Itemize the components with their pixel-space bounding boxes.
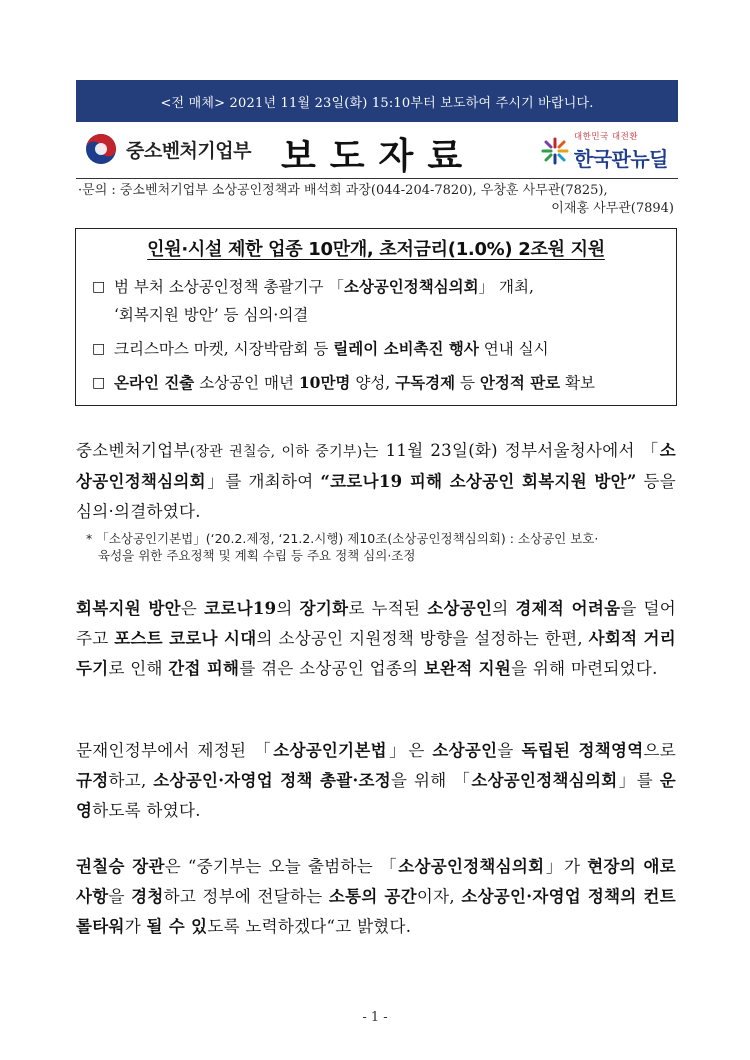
contact-line-1: ·문의 : 중소벤처기업부 소상공인정책과 배석희 과장(044-204-7820), 우창훈 사무관(7825), xyxy=(78,183,608,198)
summary-text: 크리스마스 마켓, 시장박람회 등 xyxy=(114,340,334,358)
text: 을 xyxy=(108,887,132,906)
text-bold: 소상공인·자영업 정책 총괄·조정 xyxy=(153,771,392,790)
text: 문재인정부에서 제정된 「 xyxy=(76,741,274,760)
text: 」은 xyxy=(386,741,433,760)
text-bold: 소상공인 xyxy=(432,741,498,760)
text: 의 xyxy=(492,599,516,618)
text-bold: 현장의 애로사항 xyxy=(76,857,676,906)
text: 중소벤처기업부 xyxy=(76,441,190,460)
checkbox-square-icon: □ xyxy=(92,279,106,295)
text: 로 누적된 xyxy=(348,599,428,618)
contact-line-2: 이재홍 사무관(7894) xyxy=(551,201,674,216)
press-header xyxy=(76,124,678,179)
text: 을 xyxy=(497,741,522,760)
footnote-line-1: * 「소상공인기본법」(‘20.2.제정, ‘21.2.시행) 제10조(소상공인정책심의회) : 소상공인 보호· xyxy=(86,531,599,546)
contact-info xyxy=(78,182,674,218)
text-bold: 경제적 어려움 xyxy=(515,599,621,618)
summary-bold: 온라인 진출 xyxy=(114,373,195,392)
paragraph-2 xyxy=(76,594,676,684)
footnote-line-2: 육성을 위한 주요정책 및 계획 수립 등 주요 정책 심의·조정 xyxy=(98,548,416,563)
text-bold: 소상공인정책심의회 xyxy=(471,771,618,790)
text: 은 “중기부는 오늘 출범하는 「 xyxy=(164,857,399,876)
summary-text: 범 부처 소상공인정책 총괄기구 「 xyxy=(114,278,344,296)
text-bold: 소상공인기본법 xyxy=(273,741,387,760)
summary-bold: 10만명 xyxy=(298,373,351,392)
page-number: - 1 - xyxy=(362,1010,388,1025)
text: 하고, xyxy=(108,771,154,790)
footnote xyxy=(86,530,676,564)
summary-bold: 릴레이 소비촉진 행사 xyxy=(333,339,479,358)
text-bold: 될 수 있 xyxy=(146,917,208,936)
taegeuk-icon xyxy=(84,132,118,166)
summary-bold: 구독경제 xyxy=(395,373,456,392)
summary-item xyxy=(92,369,667,397)
text: 등을 심의·의결하였다. xyxy=(76,472,677,521)
summary-text: 소상공인 매년 xyxy=(194,374,299,392)
text-bold: 사회적 거리두기 xyxy=(76,629,676,678)
summary-box xyxy=(75,228,677,406)
text: 은 xyxy=(180,599,205,618)
text-bold: 소상공인·자영업 정책의 컨트롤타워 xyxy=(76,887,676,936)
text: 를 겪은 소상공인 업종의 xyxy=(239,659,424,678)
text: 로 인해 xyxy=(108,659,169,678)
text-bold: 소상공인정책심의회 xyxy=(398,857,545,876)
text-bold: 소상공인정책심의회 xyxy=(76,441,677,491)
headline: 인원·시설 제한 업종 10만개, 초저금리(1.0%) 2조원 지원 xyxy=(147,239,605,260)
text: 」가 xyxy=(544,857,588,876)
text: 을 위해 마련되었다. xyxy=(511,659,658,678)
text-bold: 소상공인 xyxy=(427,599,493,618)
text-bold: 운영 xyxy=(76,771,676,820)
new-deal-slogan: 대한민국 대전환 xyxy=(573,132,639,142)
text-bold: 권칠승 장관 xyxy=(76,857,165,876)
text-bold: 경청 xyxy=(131,887,164,906)
text: 」를 개최하여 xyxy=(205,472,321,491)
text-bold: “코로나19 피해 소상공인 회복지원 방안” xyxy=(320,472,637,491)
new-deal-icon xyxy=(540,136,570,166)
summary-list xyxy=(92,273,667,397)
text: 하고 정부에 전달하는 xyxy=(163,887,329,906)
checkbox-square-icon: □ xyxy=(92,375,106,391)
checkbox-square-icon: □ xyxy=(92,341,106,357)
summary-item xyxy=(92,273,667,329)
text-bold: 포스트 코로나 시대 xyxy=(114,629,257,648)
text: 」를 xyxy=(617,771,660,790)
text-bold: 간접 피해 xyxy=(168,659,240,678)
text: 의 xyxy=(276,599,300,618)
text-bold: 규정 xyxy=(76,771,109,790)
text-bold: 코로나19 xyxy=(204,599,277,618)
text: (장관 권칠승, 이하 중기부) xyxy=(189,444,363,460)
new-deal-logo xyxy=(540,130,668,172)
embargo-banner: <전 매체> 2021년 11월 23일(화) 15:10부터 보도하여 주시기 바랍니다. xyxy=(76,80,678,122)
text: 을 위해 「 xyxy=(391,771,472,790)
text: 의 소상공인 지원정책 방향을 설정하는 한편, xyxy=(256,629,589,648)
summary-bold: 소상공인정책심의회 xyxy=(343,277,479,296)
paragraph-1 xyxy=(76,436,676,527)
text-bold: 회복지원 방안 xyxy=(76,599,181,618)
summary-item xyxy=(92,335,667,363)
summary-text: 등 xyxy=(455,374,480,392)
new-deal-name: 한국판뉴딜 xyxy=(573,147,668,171)
summary-text: 연내 실시 xyxy=(478,340,549,358)
summary-text: 」 개최, xyxy=(478,278,534,296)
ministry-logo xyxy=(84,132,251,166)
text: 으로 xyxy=(643,741,676,760)
text: 가 xyxy=(124,917,147,936)
summary-bold: 안정적 판로 xyxy=(479,373,561,392)
text-bold: 독립된 정책영역 xyxy=(521,741,644,760)
text: 하도록 하였다. xyxy=(92,801,201,820)
ministry-name: 중소벤처기업부 xyxy=(126,139,251,162)
text-bold: 소통의 공간 xyxy=(328,887,417,906)
text: 는 11월 23일(화) 정부서울청사에서 「 xyxy=(362,441,660,460)
paragraph-3 xyxy=(76,736,676,826)
paragraph-4 xyxy=(76,852,676,942)
text: 도록 노력하겠다“고 밝혔다. xyxy=(207,917,412,936)
text: 이자, xyxy=(416,887,462,906)
text: 을 덜어주고 xyxy=(76,599,677,648)
text-bold: 장기화 xyxy=(299,599,349,618)
summary-text: 양성, xyxy=(350,374,396,392)
page-title: 보도자료 xyxy=(281,135,477,177)
summary-text: 확보 xyxy=(560,374,596,392)
text-bold: 보완적 지원 xyxy=(423,659,512,678)
summary-text: ‘회복지원 방안’ 등 심의·의결 xyxy=(114,306,309,324)
